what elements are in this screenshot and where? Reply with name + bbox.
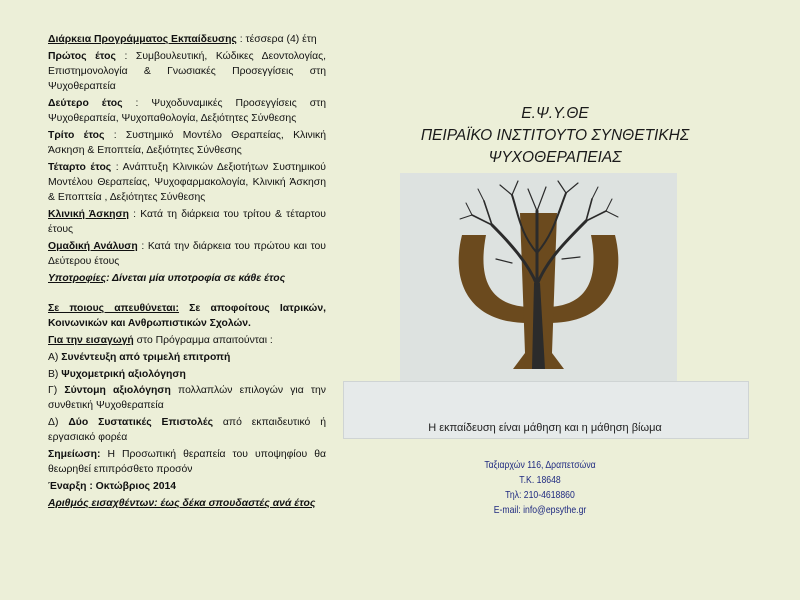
requirement-a-text: Συνέντευξη από τριμελή επιτροπή [61,351,231,363]
year3-label: Τρίτο έτος [48,129,105,141]
start-date: Έναρξη : Οκτώβριος 2014 [48,480,177,492]
note-line [48,447,326,477]
scholarship-line [48,271,326,286]
admission-value: στο Πρόγραμμα απαιτούνται : [136,335,273,347]
year2-label: Δεύτερο έτος [48,97,123,109]
requirement-d-bold: Δύο Συστατικές Επιστολές [68,417,213,429]
clinical-value: : Κατά τη διάρκεια του τρίτου & τέταρτου έτους [48,208,326,235]
note-label: Σημείωση: [48,449,101,461]
section-gap [48,287,326,301]
requirement-c-prefix: Γ) [48,385,58,397]
year3-line [48,128,326,158]
contact-email: E-mail: info@epsythe.gr [493,505,587,516]
group-value: : Κατά την διάρκεια του πρώτου και του Δεύτερου έτους [48,240,326,267]
requirement-b [48,367,326,382]
requirement-d-prefix: Δ) [48,417,59,429]
year4-line [48,160,326,206]
requirement-c-bold: Σύντομη αξιολόγηση [64,385,171,397]
title-line-3: ΨΥΧΟΘΕΡΑΠΕΙΑΣ [488,149,622,166]
clinical-label: Κλινική Άσκηση [48,208,129,220]
motto-caption: Η εκπαίδευση είναι μάθηση και η μάθηση βίωμα [428,422,662,434]
title-line-2: ΠΕΙΡΑΪΚΟ ΙΝΣΤΙΤΟΥΤΟ ΣΥΝΘΕΤΙΚΗΣ [420,127,690,144]
year4-value: : Ανάπτυξη Κλινικών Δεξιοτήτων Συστημικού Μοντέλου Θεραπείας, Ψυχοφαρμακολογία, Κλινική Άσκηση & Εποπτεία , Δεξιότητες Σύνθεσης [48,161,326,204]
program-details [48,32,326,512]
contact-postcode: Τ.Κ. 18648 [519,475,561,486]
group-line [48,239,326,269]
duration-label: Διάρκεια Προγράμματος Εκπαίδευσης [48,34,237,45]
year1-value: : Συμβουλευτική, Κώδικες Δεοντολογίας, Επιστημονολογία & Γνωσιακές Προσεγγίσεις στη Ψυχοθεραπεία [48,50,326,93]
year4-label: Τέταρτο έτος [48,161,112,173]
requirement-b-text: Ψυχομετρική αξιολόγηση [61,368,186,380]
requirement-d [48,415,326,445]
psi-tree-icon [400,173,677,383]
contact-phone: Τηλ: 210-4618860 [505,490,575,501]
year1-label: Πρώτος έτος [48,50,116,62]
requirement-a-prefix: Α) [48,351,59,363]
group-label: Ομαδική Ανάλυση [48,240,138,252]
year2-line [48,96,326,126]
contact-address: Ταξιαρχών 116, Δραπετσώνα [484,460,596,471]
scholarship-value: : Δίνεται μία υποτροφία σε κάθε έτος [106,272,286,284]
duration-line [48,32,326,47]
psi-tree-logo [400,173,677,383]
requirement-d-text: από εκπαιδευτικό ή εργασιακό φορέα [48,417,327,444]
clinical-line [48,207,326,237]
requirement-b-prefix: Β) [48,368,59,380]
admission-line [48,333,326,348]
audience-value: Σε αποφοίτους Ιατρικών, Κοινωνικών και Ανθρωπιστικών Σχολών. [48,303,326,330]
audience-label: Σε ποιους απευθύνεται: [48,303,179,315]
audience-line [48,301,326,331]
year2-value: : Ψυχοδυναμικές Προσεγγίσεις στη Ψυχοθεραπεία, Ψυχοπαθολογία, Δεξιότητες Σύνθεσης [48,97,326,125]
title-acronym: Ε.Ψ.Υ.ΘΕ [521,105,589,122]
note-value: Η Προσωπική θεραπεία του υποψηφίου θα θεωρηθεί επιπρόσθετο προσόν [48,449,326,476]
scholarship-label: Υποτροφίες [48,272,107,284]
contact-info [459,458,621,518]
year3-value: : Συστημικό Μοντέλο Θεραπείας, Κλινική Άσκηση & Εποπτεία, Δεξιότητες Σύνθεσης [48,129,327,156]
intake-line: Αριθμός εισαχθέντων: έως δέκα σπουδαστές ανά έτος [48,497,316,509]
admission-label: Για την εισαγωγή [48,335,134,347]
requirement-a [48,350,326,365]
requirement-c [48,383,326,413]
organization-title [370,103,740,169]
requirement-c-text: πολλαπλών επιλογών για την συνθετική Ψυχοθεραπεία [48,385,326,412]
year1-line [48,49,326,95]
duration-value: : τέσσερα (4) έτη [239,34,317,45]
